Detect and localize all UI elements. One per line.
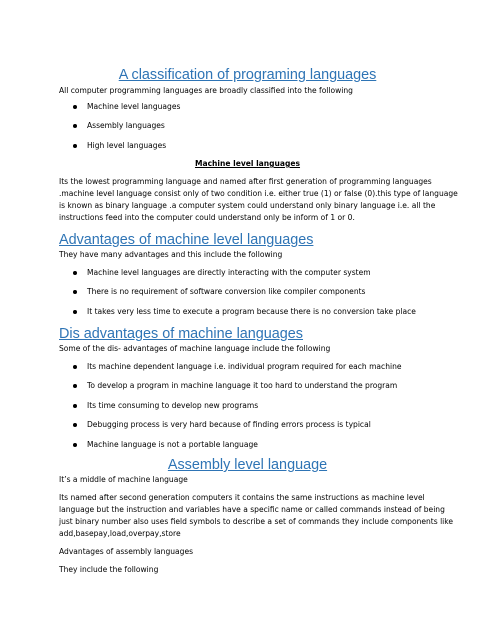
list-item: Its machine dependent language i.e. individual program required for each machine — [73, 361, 453, 380]
bullet-icon — [73, 365, 77, 369]
list-item: There is no requirement of software conversion like compiler components — [73, 286, 453, 305]
bullet-icon — [73, 310, 77, 314]
list-item: Machine level languages are directly interacting with the computer system — [73, 267, 453, 286]
machine-line: .machine level language consist only of two condition i.e. either true (1) or false (0).this type of language — [59, 189, 458, 198]
bullet-icon — [73, 124, 77, 128]
bullet-icon — [73, 443, 77, 447]
machine-line: Its the lowest programming language and named after first generation of programming languages — [59, 177, 432, 186]
advantages-heading: Advantages of machine level languages — [59, 232, 314, 248]
assembly-line: Its named after second generation computers it contains the same instructions as machine level — [59, 493, 425, 502]
classification-list — [73, 101, 453, 159]
disadvantages-list — [73, 361, 453, 458]
assembly-line: just binary number also uses field symbols to describe a set of commands they include components like — [59, 517, 454, 526]
disadvantages-heading: Dis advantages of machine languages — [59, 326, 304, 342]
intro-text: All computer programming languages are broadly classified into the following — [59, 86, 353, 95]
bullet-icon — [73, 144, 77, 148]
machine-line: instructions feed into the computer could understand only be inform of 1 or 0. — [59, 213, 355, 222]
list-item: Its time consuming to develop new programs — [73, 400, 453, 419]
machine-subheading: Machine level languages — [194, 159, 301, 168]
page-title: A classification of programing languages — [118, 67, 377, 83]
list-item: High level languages — [73, 140, 453, 159]
assembly-include-label: They include the following — [59, 565, 159, 574]
assembly-heading: Assembly level language — [167, 457, 328, 473]
list-item: Machine level languages — [73, 101, 453, 120]
advantages-intro: They have many advantages and this include the following — [59, 250, 283, 259]
bullet-icon — [73, 384, 77, 388]
list-item: It takes very less time to execute a program because there is no conversion take place — [73, 306, 453, 325]
bullet-icon — [73, 105, 77, 109]
assembly-advantages-label: Advantages of assembly languages — [59, 547, 194, 556]
bullet-icon — [73, 271, 77, 275]
bullet-icon — [73, 423, 77, 427]
list-item: Assembly languages — [73, 120, 453, 139]
assembly-intro: It’s a middle of machine language — [59, 475, 188, 484]
list-item: Machine language is not a portable language — [73, 439, 453, 458]
assembly-line: add,basepay,load,overpay,store — [59, 529, 181, 538]
list-item: To develop a program in machine language it too hard to understand the program — [73, 380, 453, 399]
bullet-icon — [73, 290, 77, 294]
assembly-line: language but the instruction and variables have a specific name or called commands instead of being — [59, 505, 445, 514]
bullet-icon — [73, 404, 77, 408]
advantages-list — [73, 267, 453, 325]
disadvantages-intro: Some of the dis- advantages of machine language include the following — [59, 344, 331, 353]
machine-line: is known as binary language .a computer system could understand only binary language i.e. all the — [59, 201, 436, 210]
list-item: Debugging process is very hard because of finding errors process is typical — [73, 419, 453, 438]
